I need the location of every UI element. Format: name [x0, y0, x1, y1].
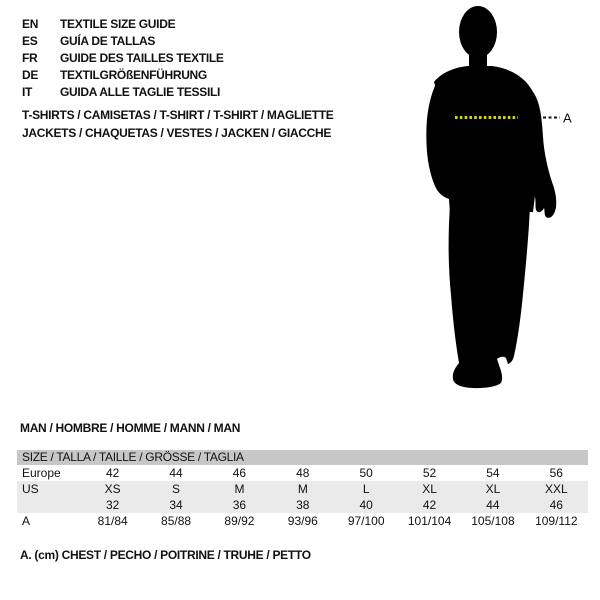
category-line-tshirts: T-SHIRTS / CAMISETAS / T-SHIRT / T-SHIRT / MAGLIETTE: [22, 108, 334, 122]
table-cell: 56: [549, 466, 563, 480]
table-cell: 46: [232, 466, 247, 480]
table-cell: 34: [169, 498, 183, 512]
language-list: [22, 15, 224, 100]
silhouette-shapes: [426, 6, 556, 388]
language-label: GUÍA DE TALLAS: [60, 33, 156, 48]
table-cell: 52: [422, 466, 437, 480]
measurement-label-a: A: [563, 110, 572, 126]
language-label: TEXTILGRÖßENFÜHRUNG: [60, 67, 207, 82]
man-silhouette: [410, 0, 600, 400]
table-cell: 93/96: [287, 514, 318, 528]
language-row: [22, 32, 224, 49]
table-cell: 97/100: [347, 514, 385, 528]
language-row: [22, 15, 224, 32]
table-cell: 42: [422, 498, 437, 512]
table-cell: 38: [296, 498, 310, 512]
table-cell: XXL: [544, 482, 568, 496]
table-cell: 81/84: [97, 514, 128, 528]
language-code: FR: [22, 50, 38, 65]
table-row-europe: [17, 465, 588, 481]
table-cell: M: [297, 482, 308, 496]
language-code: EN: [22, 16, 39, 31]
table-cell: 54: [486, 466, 500, 480]
table-cell: S: [172, 482, 181, 496]
table-row-chest-a: [17, 513, 588, 529]
table-cell: 44: [486, 498, 500, 512]
category-line-jackets: JACKETS / CHAQUETAS / VESTES / JACKEN / GIACCHE: [22, 126, 332, 140]
table-cell: 101/104: [407, 514, 452, 528]
size-table-header: SIZE / TALLA / TAILLE / GRÖSSE / TAGLIA: [17, 450, 588, 465]
row-label: US: [22, 482, 39, 496]
table-cell: XS: [104, 482, 121, 496]
table-row-us-numeric: [17, 497, 588, 513]
row-label: Europe: [22, 466, 61, 480]
language-label: GUIDA ALLE TAGLIE TESSILI: [60, 84, 221, 99]
table-cell: 32: [106, 498, 120, 512]
language-row: [22, 49, 224, 66]
language-label: GUIDE DES TAILLES TEXTILE: [60, 50, 224, 65]
section-title-man: MAN / HOMBRE / HOMME / MANN / MAN: [20, 421, 241, 435]
table-cell: 89/92: [224, 514, 255, 528]
category-list: [22, 106, 334, 142]
language-code: DE: [22, 67, 39, 82]
row-label: A: [22, 514, 31, 528]
table-row-us: [17, 481, 588, 497]
table-cell: 46: [549, 498, 563, 512]
table-cell: M: [234, 482, 245, 496]
table-cell: 105/108: [471, 514, 515, 528]
table-cell: 85/88: [161, 514, 192, 528]
legs-shape: [449, 205, 530, 388]
table-cell: L: [362, 482, 370, 496]
table-cell: 109/112: [535, 514, 578, 528]
language-row: [22, 83, 224, 100]
table-cell: XL: [485, 482, 501, 496]
language-code: IT: [22, 84, 33, 99]
size-table: [17, 450, 588, 529]
measurement-footnote: A. (cm) CHEST / PECHO / POITRINE / TRUHE / PETTO: [20, 548, 311, 562]
table-cell: 48: [296, 466, 310, 480]
language-label: TEXTILE SIZE GUIDE: [60, 16, 176, 31]
table-cell: 44: [169, 466, 183, 480]
table-cell: 36: [232, 498, 247, 512]
table-cell: XL: [422, 482, 437, 496]
table-cell: 42: [106, 466, 120, 480]
language-code: ES: [22, 33, 38, 48]
language-row: [22, 66, 224, 83]
table-cell: 40: [359, 498, 373, 512]
table-cell: 50: [359, 466, 373, 480]
row-label: [17, 497, 81, 513]
